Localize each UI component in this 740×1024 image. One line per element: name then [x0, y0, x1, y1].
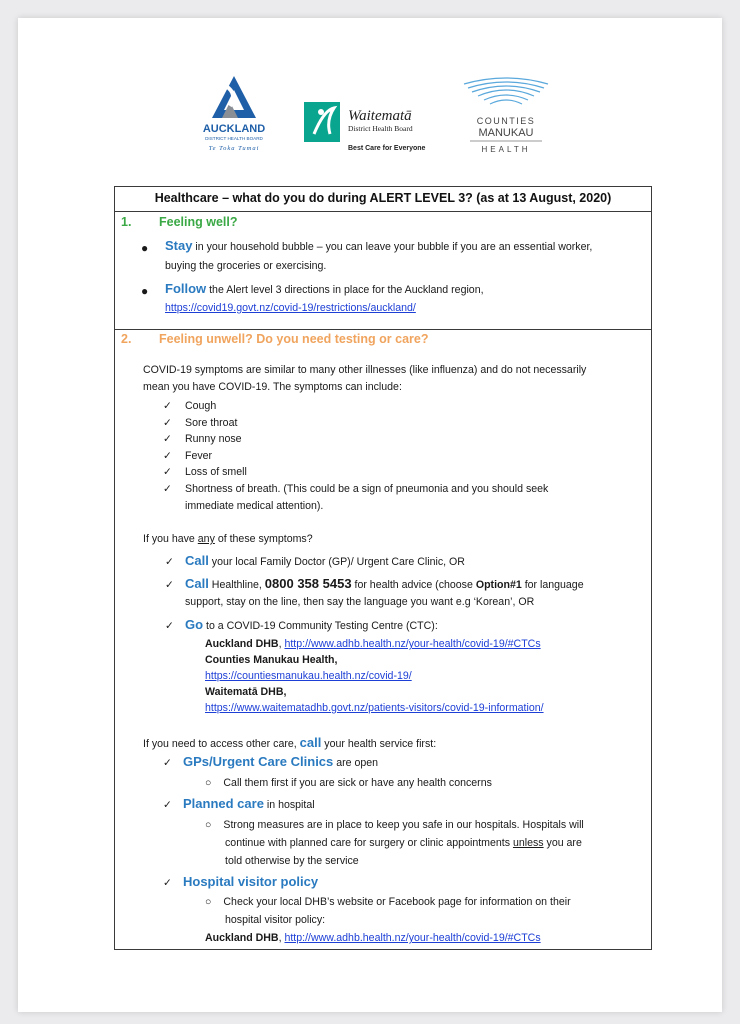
check-icon: ✓	[163, 417, 172, 429]
stay-line-2: buying the groceries or exercising.	[165, 260, 327, 272]
check-icon: ✓	[163, 757, 172, 769]
symptom-item: ✓ Runny nose	[163, 433, 242, 445]
svg-text:COUNTIES: COUNTIES	[476, 116, 536, 126]
planned-sub-2: continue with planned care for surgery or clinic appointments unless you are	[225, 837, 582, 849]
svg-text:Best Care for Everyone: Best Care for Everyone	[348, 145, 426, 152]
cmh-label: Counties Manukau Health,	[205, 654, 338, 666]
cmh-ctc-link[interactable]: https://countiesmanukau.health.nz/covid-19/	[205, 670, 412, 682]
call-healthline-line-2: support, stay on the line, then say the language you want e.g ‘Korean’, OR	[185, 596, 535, 608]
section-feeling-well	[115, 212, 651, 330]
waitemata-dhb-logo	[304, 100, 440, 158]
table-title: Healthcare – what do you do during ALERT LEVEL 3? (as at 13 August, 2020)	[115, 187, 651, 212]
visitor-adhb: Auckland DHB, http://www.adhb.health.nz/your-health/covid-19/#CTCs	[205, 932, 541, 944]
svg-text:District Health Board: District Health Board	[348, 124, 413, 133]
call-healthline-line: ✓ Call Healthline, 0800 358 5453 for health advice (choose Option#1 for language	[165, 576, 584, 591]
circle-bullet-icon: ○	[205, 777, 212, 789]
check-icon: ✓	[163, 450, 172, 462]
svg-text:Te Toka Tumai: Te Toka Tumai	[208, 145, 260, 152]
logo-bar	[18, 18, 722, 168]
section-heading: Feeling unwell? Do you need testing or care?	[159, 332, 429, 346]
svg-text:Waitematā: Waitematā	[348, 108, 412, 124]
bullet-icon: ●	[141, 241, 149, 255]
document-page	[18, 18, 722, 1012]
check-icon: ✓	[165, 556, 174, 568]
visitor-policy-line: ✓ Hospital visitor policy	[163, 874, 319, 889]
symptom-item-cont: immediate medical attention).	[185, 500, 324, 512]
planned-sub: ○ Strong measures are in place to keep you safe in our hospitals. Hospitals will	[205, 819, 584, 831]
intro-text: COVID-19 symptoms are similar to many other illnesses (like influenza) and do not necessarily	[143, 364, 587, 376]
check-icon: ✓	[165, 620, 174, 632]
check-icon: ✓	[163, 877, 172, 889]
circle-bullet-icon: ○	[205, 819, 212, 831]
call-gp-line: ✓ Call your local Family Doctor (GP)/ Urgent Care Clinic, OR	[165, 553, 465, 568]
check-icon: ✓	[163, 466, 172, 478]
visitor-sub-2: hospital visitor policy:	[225, 914, 326, 926]
svg-text:AUCKLAND: AUCKLAND	[202, 123, 266, 135]
planned-sub-3: told otherwise by the service	[225, 855, 359, 867]
symptom-item: ✓ Fever	[163, 450, 213, 462]
planned-care-line: ✓ Planned care in hospital	[163, 796, 315, 811]
symptom-item: ✓ Shortness of breath. (This could be a sign of pneumonia and you should seek	[163, 483, 549, 495]
section-number: 2.	[121, 332, 132, 346]
section-number: 1.	[121, 215, 132, 229]
other-care-line: If you need to access other care, call your health service first:	[143, 735, 437, 750]
symptom-item: ✓ Sore throat	[163, 417, 238, 429]
bullet-icon: ●	[141, 284, 149, 298]
check-icon: ✓	[163, 483, 172, 495]
symptom-item: ✓ Loss of smell	[163, 466, 247, 478]
auckland-restrictions-link[interactable]: https://covid19.govt.nz/covid-19/restrictions/auckland/	[165, 302, 416, 314]
section-heading: Feeling well?	[159, 215, 238, 229]
if-symptoms-question: If you have any of these symptoms?	[143, 533, 313, 545]
circle-bullet-icon: ○	[205, 896, 212, 908]
gp-line: ✓ GPs/Urgent Care Clinics are open	[163, 754, 379, 769]
check-icon: ✓	[163, 433, 172, 445]
adhb-ctc: Auckland DHB, http://www.adhb.health.nz/your-health/covid-19/#CTCs	[205, 638, 541, 650]
check-icon: ✓	[163, 799, 172, 811]
follow-line: Follow the Alert level 3 directions in place for the Auckland region,	[165, 281, 484, 296]
counties-manukau-logo	[458, 70, 554, 158]
adhb-ctc-link[interactable]: http://www.adhb.health.nz/your-health/covid-19/#CTCs	[284, 638, 541, 650]
stay-line: Stay in your household bubble – you can leave your bubble if you are an essential worker,	[165, 238, 593, 253]
wdhb-ctc-link[interactable]: https://www.waitematadhb.govt.nz/patients-visitors/covid-19-information/	[205, 702, 544, 714]
gp-sub: ○ Call them first if you are sick or have any health concerns	[205, 777, 492, 789]
intro-text-2: mean you have COVID-19. The symptoms can include:	[143, 381, 402, 393]
svg-text:MANUKAU: MANUKAU	[478, 127, 534, 139]
visitor-sub: ○ Check your local DHB’s website or Facebook page for information on their	[205, 896, 571, 908]
svg-text:DISTRICT HEALTH BOARD: DISTRICT HEALTH BOARD	[205, 136, 263, 141]
auckland-dhb-logo	[186, 72, 282, 158]
info-table	[114, 186, 652, 950]
check-icon: ✓	[163, 400, 172, 412]
svg-text:HEALTH: HEALTH	[481, 145, 531, 154]
adhb-visitor-link[interactable]: http://www.adhb.health.nz/your-health/covid-19/#CTCs	[284, 932, 541, 944]
check-icon: ✓	[165, 579, 174, 591]
wdhb-label: Waitematā DHB,	[205, 686, 287, 698]
go-ctc-line: ✓ Go to a COVID-19 Community Testing Centre (CTC):	[165, 617, 438, 632]
symptom-item: ✓ Cough	[163, 400, 217, 412]
